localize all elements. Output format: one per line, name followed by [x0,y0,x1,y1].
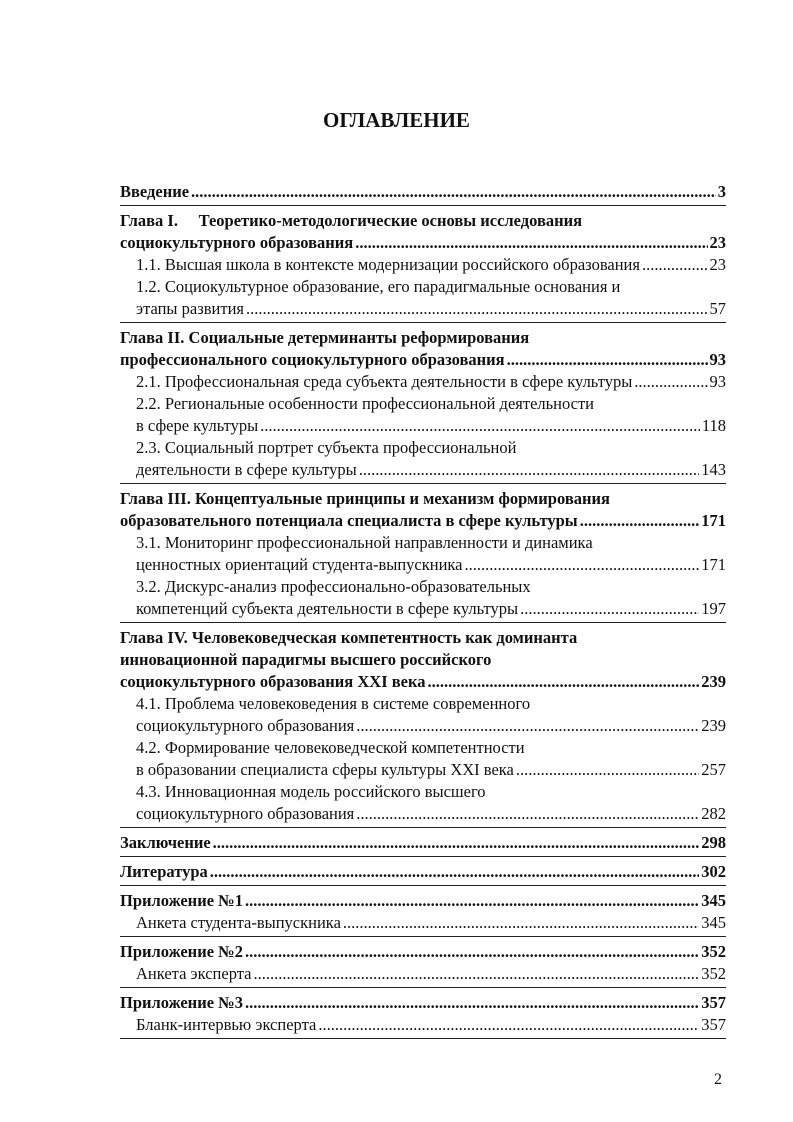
toc-entry-text-line: 4.3. Инновационная модель российского высшего [136,782,486,801]
dot-leader [245,992,699,1014]
toc-entry-text-line: 1.2. Социокультурное образование, его парадигмальные основания и [136,277,621,296]
toc-subsection-entry[interactable] [136,276,726,320]
dot-leader [343,912,699,934]
toc-subsection-entry[interactable] [136,532,726,576]
toc-subsection-entry[interactable] [136,254,726,276]
dot-leader [245,941,699,963]
toc-entry-page: 93 [709,350,726,369]
section-divider [120,483,726,484]
toc-entry-page: 302 [701,862,726,881]
toc-entry-leader-line [136,298,726,320]
dot-leader [507,349,708,371]
toc-entry-title: образовательного потенциала специалиста в сфере культуры [120,511,578,530]
dot-leader [260,415,700,437]
toc-subsection-entry[interactable] [136,963,726,985]
toc-entry-leader-line [136,963,726,985]
toc-entry-leader-line [120,181,726,203]
toc-entry-text-line: Глава II. Социальные детерминанты реформирования [120,328,530,347]
section-divider [120,622,726,623]
toc-entry-title: Приложение №2 [120,942,243,961]
toc-entry-title: профессионального социокультурного образования [120,350,505,369]
toc-entry-title: деятельности в сфере культуры [136,460,357,479]
toc-entry-leader-line [120,349,726,371]
toc-entry-leader-line [120,941,726,963]
toc-entry-title: ценностных ориентаций студента-выпускника [136,555,463,574]
toc-entry-text-line: 4.1. Проблема человековедения в системе современного [136,694,531,713]
toc-subsection-entry[interactable] [136,1014,726,1036]
toc-entry-page: 23 [709,255,726,274]
toc-heading-entry[interactable] [120,941,726,963]
section-divider [120,827,726,828]
toc-entry-title: Анкета студента-выпускника [136,913,341,932]
toc-entry-page: 23 [709,233,726,252]
toc-entry-page: 3 [717,182,726,201]
toc-entry-leader-line [136,715,726,737]
toc-entry-page: 298 [701,833,726,852]
toc-heading-entry[interactable] [120,890,726,912]
toc-entry-page: 239 [701,716,726,735]
toc-subsection-entry[interactable] [136,781,726,825]
dot-leader [359,459,699,481]
toc-entry-page: 171 [701,511,726,530]
toc-entry-title: Приложение №1 [120,891,243,910]
toc-entry-title: социокультурного образования XXI века [120,672,426,691]
toc-entry-page: 352 [701,942,726,961]
toc-heading-entry[interactable] [120,832,726,854]
toc-heading-entry[interactable] [120,992,726,1014]
dot-leader [634,371,707,393]
toc-entry-title: Введение [120,182,190,201]
toc-entry-leader-line [136,759,726,781]
toc-entry-page: 352 [701,964,726,983]
toc-subsection-entry[interactable] [136,437,726,481]
toc-entry-page: 197 [701,599,726,618]
toc-entry-leader-line [120,890,726,912]
toc-heading-entry[interactable] [120,627,726,693]
toc-entry-text-line: 2.2. Региональные особенности профессиональной деятельности [136,394,595,413]
toc-entry-title: социокультурного образования [120,233,354,252]
dot-leader [356,715,699,737]
toc-entry-text-line: 3.2. Дискурс-анализ профессионально-образовательных [136,577,531,596]
toc-subsection-entry[interactable] [136,393,726,437]
toc-entry-title: этапы развития [136,299,244,318]
dot-leader [245,890,699,912]
toc-entry-page: 282 [701,804,726,823]
toc-entry-leader-line [136,554,726,576]
toc-entry-title: социокультурного образования [136,804,355,823]
toc-entry-page: 345 [701,913,726,932]
dot-leader [210,861,699,883]
toc-entry-leader-line [136,803,726,825]
toc-entry-title: Приложение №3 [120,993,243,1012]
page-title: ОГЛАВЛЕНИЕ [323,108,470,132]
section-divider [120,1038,726,1039]
toc-entry-leader-line [136,1014,726,1036]
toc-entry-title: Анкета эксперта [136,964,252,983]
dot-leader [355,232,707,254]
toc-entry-leader-line [136,459,726,481]
toc-heading-entry[interactable] [120,327,726,371]
dot-leader [516,759,699,781]
toc-subsection-entry[interactable] [136,912,726,934]
section-divider [120,322,726,323]
dot-leader [356,803,699,825]
toc-entry-text-line: инновационной парадигмы высшего российского [120,650,492,669]
section-divider [120,885,726,886]
toc-entry-leader-line [136,912,726,934]
toc-entry-page: 171 [701,555,726,574]
section-divider [120,936,726,937]
section-divider [120,856,726,857]
toc-entry-title: Литература [120,862,208,881]
toc-entry-text-line: Глава III. Концептуальные принципы и механизм формирования [120,489,610,508]
toc-entry-text-line: 2.3. Социальный портрет субъекта профессиональной [136,438,517,457]
toc-entry-text-line: 3.1. Мониторинг профессиональной направленности и динамика [136,533,593,552]
page-number: 2 [714,1071,722,1088]
toc-entry-leader-line [136,254,726,276]
toc-entry-title: 2.1. Профессиональная среда субъекта деятельности в сфере культуры [136,372,633,391]
toc-entry-page: 357 [701,993,726,1012]
dot-leader [318,1014,699,1036]
dot-leader [191,181,716,203]
toc-entry-title: социокультурного образования [136,716,355,735]
dot-leader [580,510,700,532]
toc-entry-leader-line [120,861,726,883]
toc-entry-title: в сфере культуры [136,416,259,435]
section-divider [120,205,726,206]
toc-entry-page: 143 [701,460,726,479]
toc-heading-entry[interactable] [120,210,726,254]
toc-entry-text-line: Глава I. Теоретико-методологические основы исследования [120,211,583,230]
dot-leader [465,554,700,576]
toc-entry-leader-line [120,232,726,254]
toc-entry-page: 257 [701,760,726,779]
table-of-contents [120,181,726,1043]
dot-leader [246,298,708,320]
toc-entry-title: в образовании специалиста сферы культуры XXI века [136,760,514,779]
dot-leader [427,671,699,693]
toc-entry-leader-line [136,598,726,620]
toc-entry-leader-line [120,671,726,693]
toc-subsection-entry[interactable] [136,737,726,781]
toc-entry-text-line: Глава IV. Человековедческая компетентность как доминанта [120,628,578,647]
toc-entry-page: 93 [709,372,726,391]
dot-leader [520,598,699,620]
toc-subsection-entry[interactable] [136,576,726,620]
dot-leader [642,254,708,276]
toc-entry-text-line: 4.2. Формирование человековедческой компетентности [136,738,525,757]
toc-entry-leader-line [136,415,726,437]
toc-entry-page: 345 [701,891,726,910]
toc-entry-page: 57 [709,299,726,318]
section-divider [120,987,726,988]
toc-heading-entry[interactable] [120,488,726,532]
toc-subsection-entry[interactable] [136,693,726,737]
toc-subsection-entry[interactable] [136,371,726,393]
toc-entry-title: Заключение [120,833,211,852]
dot-leader [253,963,699,985]
toc-entry-leader-line [120,832,726,854]
toc-heading-entry[interactable] [120,861,726,883]
toc-entry-page: 239 [701,672,726,691]
toc-entry-title: 1.1. Высшая школа в контексте модернизации российского образования [136,255,640,274]
toc-entry-page: 357 [701,1015,726,1034]
toc-entry-page: 118 [701,416,726,435]
toc-entry-leader-line [120,510,726,532]
dot-leader [213,832,700,854]
toc-heading-entry[interactable] [120,181,726,203]
toc-entry-title: компетенций субъекта деятельности в сфере культуры [136,599,519,618]
toc-entry-title: Бланк-интервью эксперта [136,1015,317,1034]
toc-entry-leader-line [136,371,726,393]
toc-entry-leader-line [120,992,726,1014]
